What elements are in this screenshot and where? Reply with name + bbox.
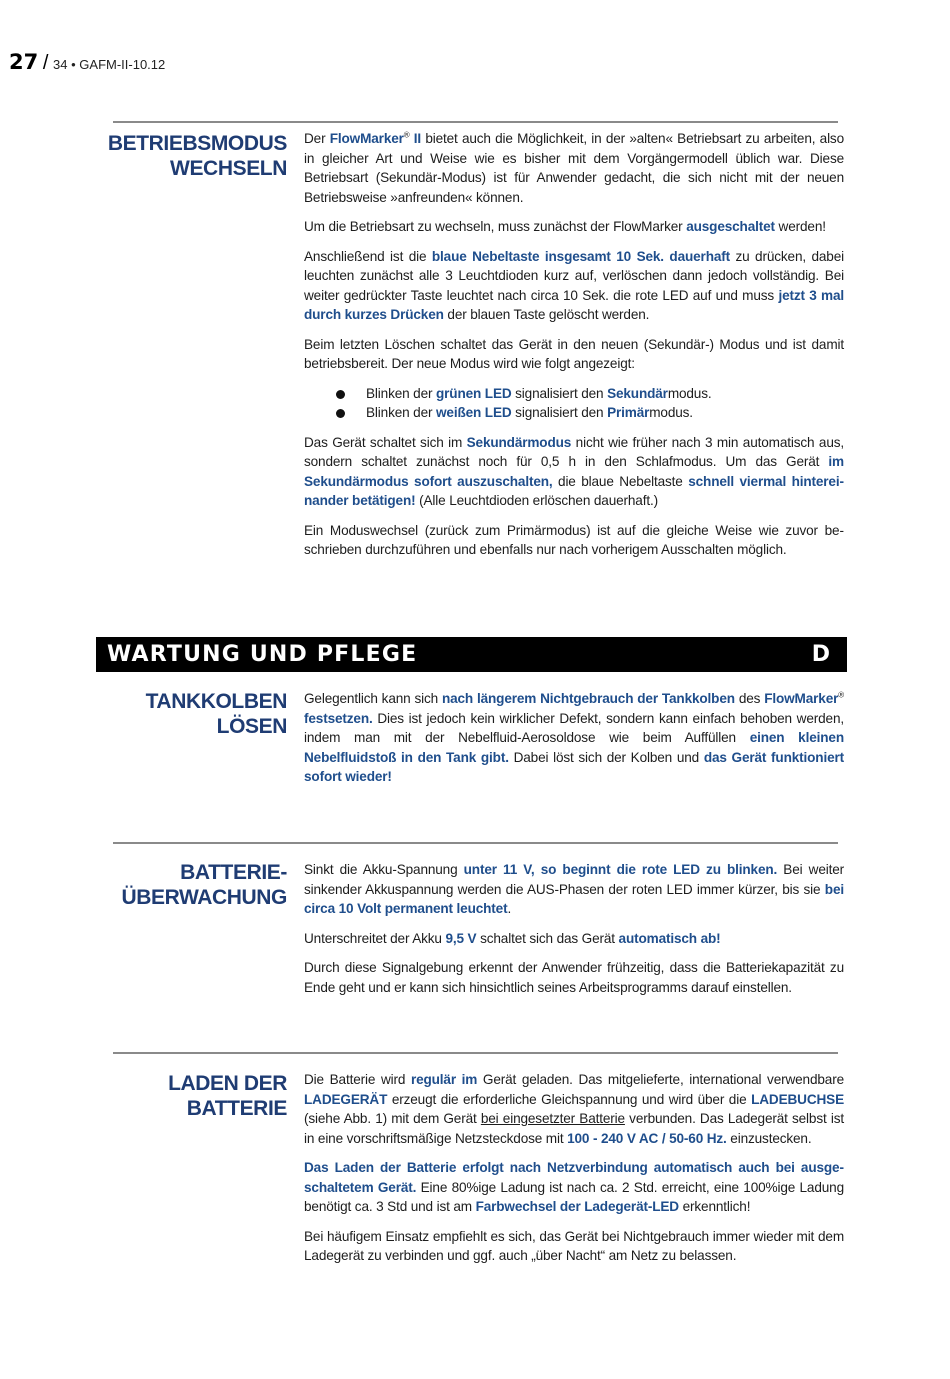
emphasis-text: FlowMarker [329, 131, 404, 146]
emphasis-text: grünen LED [436, 385, 512, 401]
section-divider [113, 1052, 838, 1054]
text-run: Dabei löst sich der Kolben und [508, 749, 704, 765]
emphasis-text: II [409, 131, 422, 146]
text-run: . [507, 901, 512, 916]
emphasis-text: Das Laden der Batterie erfolgt nach Netzverbindung automatisch auch bei ausgeschaltetem Gerät. [304, 1160, 844, 1195]
text-run: nicht wie früher nach 3 min automatisch aus, sondern schaltet zunächst noch für 0,5 h in den Schlafmodus. Um das Gerät [304, 434, 845, 469]
list-item-text [366, 405, 693, 420]
page-total-doc-id: 34 • GAFM-II-10.12 [53, 57, 166, 72]
emphasis-text: 9,5 V [445, 930, 477, 946]
text-run: Blinken der [366, 385, 436, 401]
registered-mark: ® [403, 130, 410, 140]
underlined-text: bei eingesetzter Batterie [480, 1111, 625, 1126]
text-run: modus. [649, 405, 693, 420]
paragraph [304, 1070, 844, 1148]
registered-mark: ® [838, 690, 844, 700]
section-title-line: TANKKOLBEN [145, 690, 287, 713]
bullet-icon [336, 409, 345, 418]
text-run: erzeugt die erforderliche Gleichspannung und wird über die [387, 1091, 752, 1107]
text-run: (siehe Abb. 1) mit dem Gerät [304, 1111, 481, 1126]
section-title-line: BETRIEBSMODUS [107, 132, 287, 155]
paragraph [304, 521, 844, 560]
paragraph [304, 958, 844, 997]
text-run: signalisiert den [511, 405, 608, 420]
text-run: signalisiert den [511, 385, 608, 401]
text-run: Um die Betriebsart zu wechseln, muss zunächst der FlowMarker [304, 219, 687, 234]
section-title-line: LADEN DER [168, 1072, 287, 1095]
section-body-betriebsmodus [304, 129, 844, 570]
section-title-tankkolben [60, 689, 287, 739]
paragraph [304, 433, 844, 511]
text-run: Durch diese Signalgebung erkennt der Anwender frühzeitig, dass die Batteriekapazität zu Ende geht und er kann sich hinsichtlich seines Arbeitsprogramms darauf einstellen. [304, 960, 844, 995]
text-run: schaltet sich das Gerät [476, 930, 619, 946]
text-run: die blaue Nebeltaste [552, 473, 689, 489]
text-run: Bei häufigem Einsatz empfiehlt es sich, das Gerät bei Nichtgebrauch immer wieder mit dem Ladegerät zu verbinden und ggf. auch „über Nacht“ am Netz zu belassen. [304, 1228, 844, 1263]
section-title-batterieueberwachung [60, 860, 287, 910]
section-body-batterieueberwachung [304, 860, 844, 1007]
text-run: bietet auch die Möglichkeit, in der »alten« Betriebsart zu arbeiten, also in gleicher Art und Weise wie es bisher mit dem Vorgängermodell üblich war. Diese Betriebsart (Sekundär-Modus) ist für Anwender gedacht, die sich nicht mit der neuen Betriebsweise »anfreunden« können. [304, 131, 844, 205]
text-run: Das Gerät schaltet sich im [304, 434, 467, 450]
text-run: Gerät geladen. Das mitgelieferte, international verwendbare [477, 1072, 844, 1087]
section-title-line: BATTERIE- [180, 861, 287, 884]
text-run: Bei weiter sinkender Akkuspannung werden die AUS-Phasen der roten LED immer kürzer, bis sie [304, 862, 845, 897]
text-run: des [734, 691, 765, 706]
text-run: Sinkt die Akku-Spannung [304, 862, 464, 877]
emphasis-text: nach längerem Nichtgebrauch der Tankkolben [441, 691, 735, 706]
list-item [304, 403, 844, 423]
bullet-list [304, 384, 844, 423]
emphasis-text: Sekundärmodus [466, 434, 572, 450]
section-body-tankkolben [304, 689, 844, 797]
emphasis-text: weißen LED [436, 405, 512, 420]
text-run: Dies ist jedoch kein wirklicher Defekt, sondern kann einfach behoben werden, indem man mit der Nebelfluid-Aerosoldose wie beim Auffüllen [304, 710, 844, 745]
text-run: werden! [774, 219, 826, 234]
paragraph [304, 247, 844, 325]
chapter-banner [96, 637, 847, 672]
emphasis-text: 100 - 240 V AC / 50-60 Hz. [567, 1130, 727, 1146]
text-run: modus. [667, 385, 712, 401]
list-item [304, 384, 844, 404]
paragraph [304, 1227, 844, 1266]
emphasis-text: schnell viermal hintereinander betätigen! [304, 473, 844, 508]
text-run: Der [304, 131, 330, 146]
emphasis-text: im Sekundärmodus sofort auszuschalten, [304, 454, 844, 489]
paragraph [304, 335, 844, 374]
page-number: 27 [9, 50, 39, 74]
page-separator: / [42, 52, 49, 74]
paragraph [304, 929, 844, 949]
text-run: Unterschreitet der Akku [304, 930, 446, 946]
paragraph [304, 217, 844, 237]
text-run: einzustecken. [726, 1130, 812, 1146]
text-run: Beim letzten Löschen schaltet das Gerät in den neuen (Sekundär-) Modus und ist damit betriebsbereit. Der neue Modus wird wie folgt angezeigt: [304, 336, 844, 371]
chapter-title: WARTUNG UND PFLEGE [107, 642, 418, 667]
section-title-line: BATTERIE [186, 1097, 287, 1120]
emphasis-text: regulär im [410, 1072, 478, 1087]
text-run: Anschließend ist die [304, 248, 432, 264]
emphasis-text: das Gerät funktioniert sofort wieder! [304, 749, 844, 784]
section-divider [113, 121, 838, 123]
emphasis-text: einen kleinen Nebelfluidstoß in den Tank gibt. [304, 730, 844, 765]
emphasis-text: FlowMarker [764, 691, 839, 706]
emphasis-text: LADEBUCHSE [751, 1091, 844, 1107]
emphasis-text: blaue Nebeltaste insgesamt 10 Sek. dauerhaft [431, 248, 731, 264]
section-title-line: LÖSEN [216, 715, 287, 738]
emphasis-text: automatisch ab! [618, 930, 721, 946]
text-run: verbunden. Das Ladegerät selbst ist in eine vorschriftsmäßige Netzsteckdose mit [304, 1111, 844, 1146]
emphasis-text: Sekundär [607, 385, 668, 401]
section-divider [113, 842, 838, 844]
emphasis-text: ausgeschaltet [686, 219, 775, 234]
text-run: zu drücken, dabei leuchten zunächst alle 3 Leuchtdioden kurz auf, verlöschen dann jedoch vollständig. Bei weiter gedrückter Taste leuchtet nach circa 10 Sek. die rote LED auf und muss [304, 248, 844, 303]
section-title-laden [60, 1071, 287, 1121]
text-run: (Alle Leuchtdioden erlöschen dauerhaft.) [415, 493, 658, 508]
paragraph [304, 689, 844, 787]
list-item-text [366, 386, 712, 401]
language-marker: D [811, 642, 830, 667]
paragraph [304, 1158, 844, 1217]
emphasis-text: jetzt 3 mal durch kurzes Drücken [304, 287, 844, 322]
text-run: erkenntlich! [678, 1199, 751, 1214]
emphasis-text: Farbwechsel der Ladegerät-LED [475, 1199, 679, 1214]
paragraph [304, 860, 844, 919]
section-title-line: ÜBERWACHUNG [121, 886, 287, 909]
emphasis-text: bei circa 10 Volt permanent leuchtet [304, 881, 844, 916]
text-run: Eine 80%ige Ladung ist nach ca. 2 Std. erreicht, eine 100%ige Ladung benötigt ca. 3 Std und ist am [304, 1179, 844, 1214]
text-run: Gelegentlich kann sich [304, 691, 442, 706]
text-run: Die Batterie wird [304, 1072, 411, 1087]
section-title-line: WECHSELN [170, 157, 287, 180]
section-body-laden [304, 1070, 844, 1276]
emphasis-text: festsetzen. [304, 710, 373, 726]
bullet-icon [336, 390, 345, 399]
page-header [9, 50, 165, 75]
text-run: der blauen Taste gelöscht werden. [443, 307, 650, 322]
section-title-betriebsmodus [60, 131, 287, 181]
emphasis-text: Primär [607, 405, 650, 420]
text-run: Blinken der [366, 405, 436, 420]
emphasis-text: unter 11 V, so beginnt die rote LED zu blinken. [463, 862, 778, 877]
text-run: Ein Moduswechsel (zurück zum Primärmodus) ist auf die gleiche Weise wie zuvor beschrieben durchzuführen und ebenfalls nur nach vorherigem Ausschalten möglich. [304, 522, 844, 557]
emphasis-text: LADEGERÄT [304, 1091, 388, 1107]
paragraph [304, 129, 844, 207]
